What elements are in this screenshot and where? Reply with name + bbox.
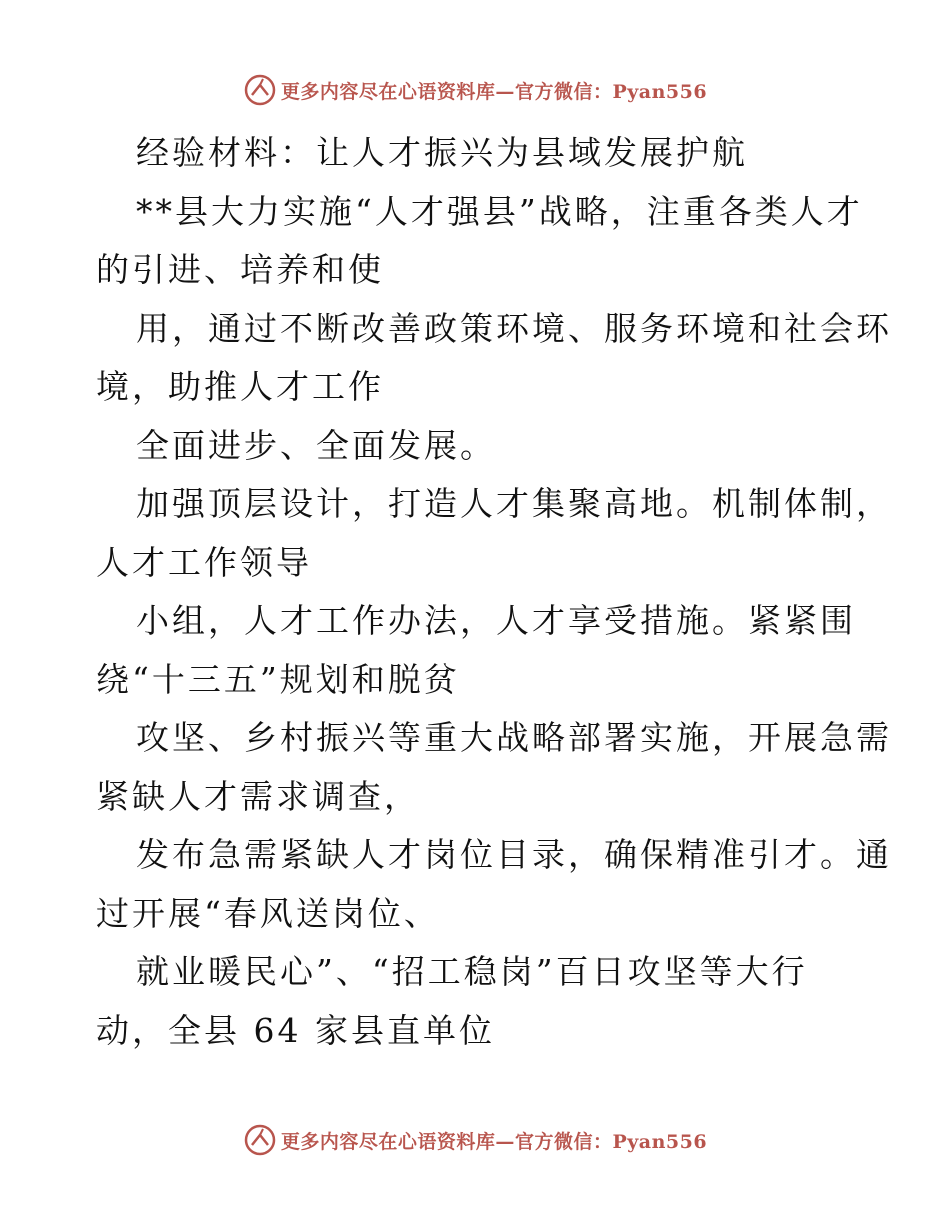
paragraph-line: 的引进、培养和使 <box>96 250 384 289</box>
footer-banner <box>0 1120 950 1160</box>
paragraph-line: 小组，人才工作办法，人才享受措施。紧紧围 <box>136 601 856 640</box>
paragraph-line: 攻坚、乡村振兴等重大战略部署实施，开展急需 <box>136 718 892 757</box>
book-logo-icon <box>243 73 277 107</box>
paragraph-line: 人才工作领导 <box>96 542 312 582</box>
paragraph-line: 紧缺人才需求调查， <box>96 776 420 816</box>
banner-text: 更多内容尽在心语资料库— <box>280 80 515 103</box>
banner-text: 更多内容尽在心语资料库— <box>280 1130 515 1153</box>
paragraph-line: 全面进步、全面发展。 <box>136 425 496 465</box>
paragraph-line: 发布急需紧缺人才岗位目录，确保精准引才。通 <box>136 835 892 874</box>
book-logo-icon <box>243 1123 277 1157</box>
doc-title: 经验材料：让人才振兴为县域发展护航 <box>136 133 748 172</box>
header-banner <box>0 70 950 110</box>
paragraph-line: 动，全县 64 家县直单位 <box>96 1010 495 1050</box>
paragraph-line: 就业暖民心”、“招工稳岗”百日攻坚等大行 <box>136 952 808 991</box>
paragraph-line: 用，通过不断改善政策环境、服务环境和社会环 <box>136 308 892 348</box>
paragraph-line: 加强顶层设计，打造人才集聚高地。机制体制， <box>136 484 892 523</box>
paragraph-line: 绕“十三五”规划和脱贫 <box>96 659 460 699</box>
banner-wechat: 官方微信：Pyan556 <box>514 1130 708 1153</box>
document-body <box>96 124 892 1060</box>
paragraph-line: 境，助推人才工作 <box>96 367 384 406</box>
paragraph-line: **县大力实施“人才强县”战略，注重各类人才 <box>136 191 863 231</box>
banner-wechat: 官方微信：Pyan556 <box>514 80 708 103</box>
paragraph-line: 过开展“春风送岗位、 <box>96 893 440 933</box>
